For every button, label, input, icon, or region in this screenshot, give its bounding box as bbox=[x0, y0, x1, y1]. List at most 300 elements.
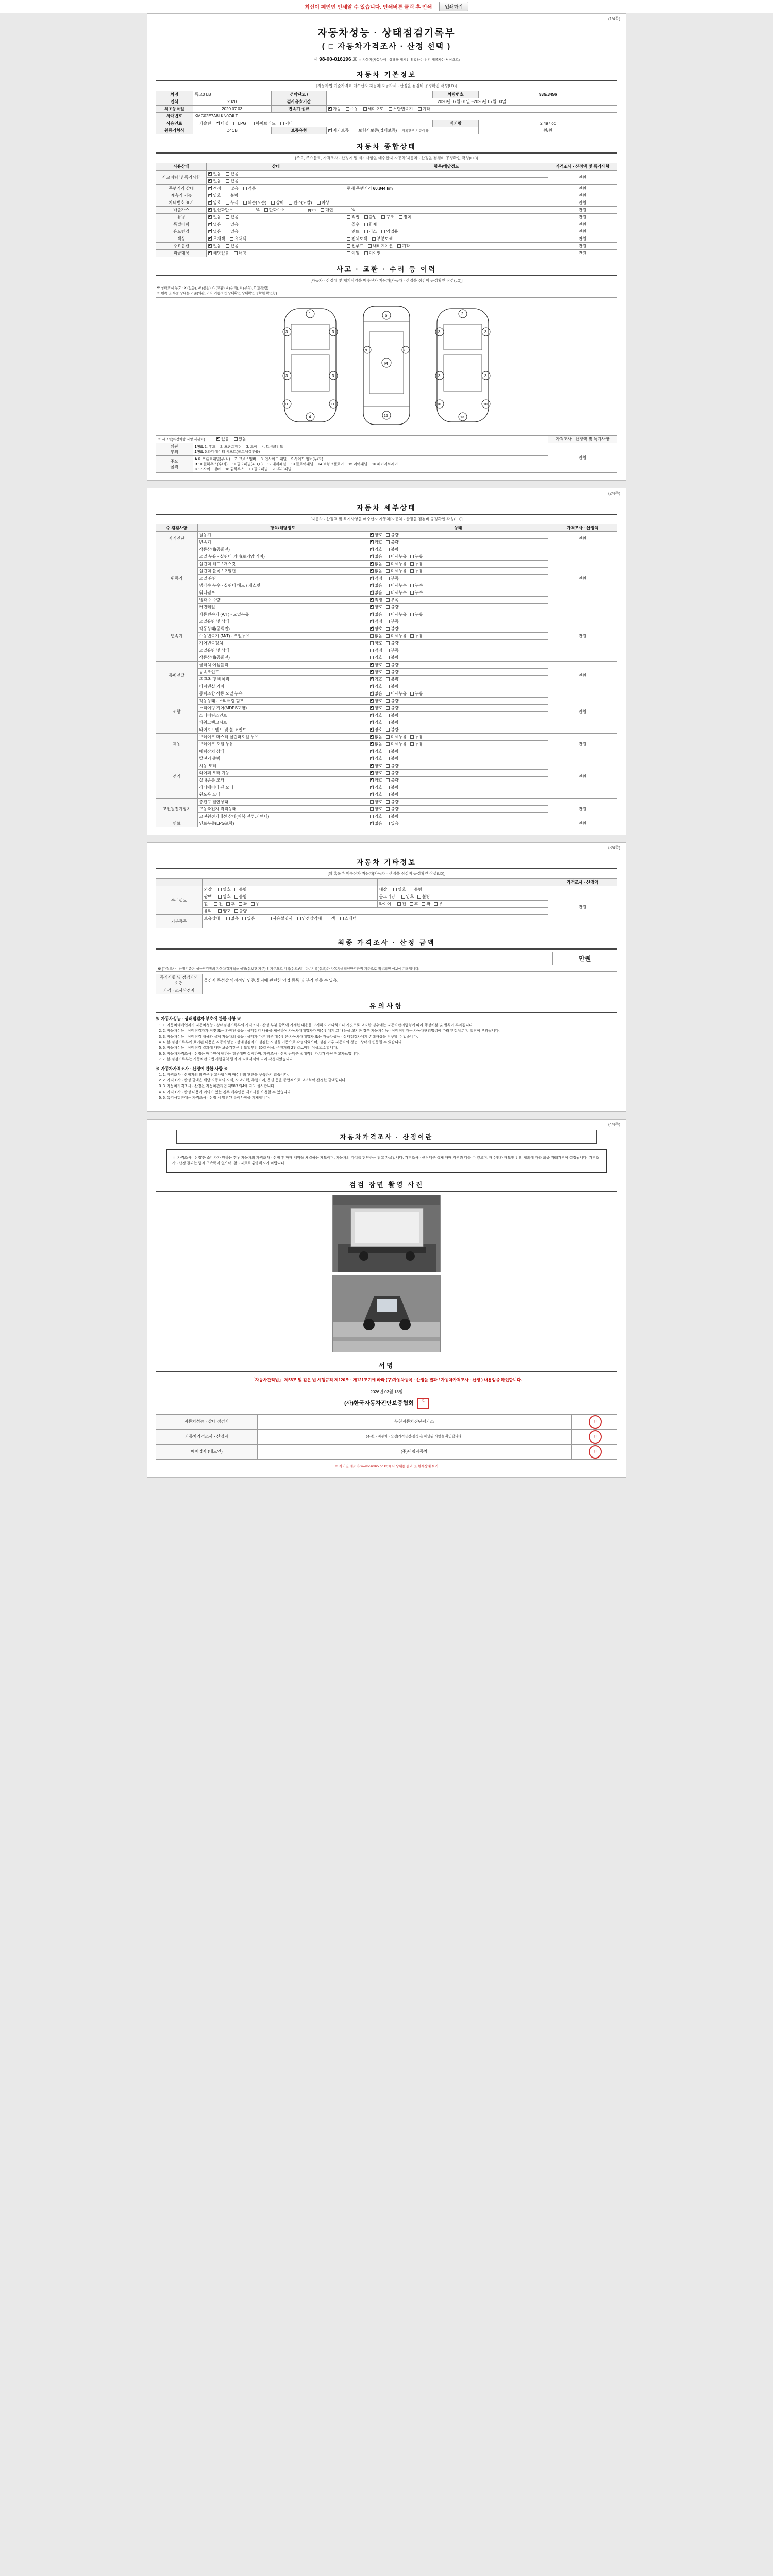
page-2-number: (2/4쪽) bbox=[608, 491, 620, 496]
notice-1-item-3: 3. 3. 자동차성능 · 상태점검 내용과 실제 자동차의 성능 · 상태가 다른 경우 매수인은 자동차매매업자 또는 자동차성능 · 상태점검자에게 손해배상을 청구할 수 있습니다. bbox=[163, 1035, 617, 1040]
checkbox-steerpump-good[interactable] bbox=[370, 699, 374, 703]
checkbox-alternator-good[interactable] bbox=[370, 757, 374, 760]
other-info-table bbox=[156, 878, 617, 928]
price-surveyor2-name: (주)한국자동차 · 산정(가격산정·검정)은 해당된 시행을 확인합니다. bbox=[257, 1430, 571, 1445]
drive-row-0-state: ✔ 양호 불량 bbox=[368, 662, 548, 669]
checkbox-mileage-proper[interactable] bbox=[208, 187, 212, 190]
checkbox-accident-none[interactable] bbox=[208, 172, 212, 176]
final-price-table bbox=[156, 952, 617, 972]
repair-polish-label: 광택 bbox=[204, 894, 212, 899]
svg-text:3: 3 bbox=[438, 330, 441, 334]
opt-fuel-gasoline: 가솔린 bbox=[199, 121, 211, 126]
svg-text:3: 3 bbox=[484, 330, 487, 334]
repair-tire: 타이어 전 후 좌 우 bbox=[377, 901, 548, 908]
signature-block bbox=[156, 1377, 617, 1469]
row-mileage-state: ✔ 적정 많음 적음 bbox=[207, 185, 345, 192]
checkbox-brakeoil-leak[interactable] bbox=[410, 742, 414, 746]
checkbox-trans-cvt[interactable] bbox=[389, 107, 392, 111]
checkbox-tire-r[interactable] bbox=[410, 902, 413, 906]
footer-note: ※ 자기진 제조기(www.car365.go.kr)에서 상태를 결과 및 현재상태 보기 bbox=[334, 1465, 439, 1469]
group-transmission-label: 변속기 bbox=[156, 611, 198, 662]
checkbox-emission-hc[interactable] bbox=[264, 208, 268, 212]
fuel-price: 만원 bbox=[548, 820, 617, 827]
checkbox-coolantqty-low[interactable] bbox=[386, 598, 390, 602]
checkbox-coolantqty-ok[interactable] bbox=[370, 598, 374, 602]
checkbox-usechange-biz[interactable] bbox=[381, 230, 385, 233]
frame-item-17: 17.사이드멤버 bbox=[198, 468, 221, 471]
group-basicitems-label: 기본품목 bbox=[156, 915, 203, 928]
checkbox-option-sunroof[interactable] bbox=[347, 244, 350, 248]
checkbox-clean-good[interactable] bbox=[401, 895, 405, 899]
checkbox-special-none[interactable] bbox=[208, 179, 212, 183]
checkbox-at-leak-micro[interactable] bbox=[386, 613, 390, 616]
checkbox-glass-bad[interactable] bbox=[234, 909, 238, 913]
svg-text:15: 15 bbox=[384, 414, 388, 418]
checkbox-starter-good[interactable] bbox=[370, 764, 374, 768]
checkbox-engine-oilqty-ok[interactable] bbox=[370, 577, 374, 580]
checkbox-mt-leak-leak[interactable] bbox=[410, 634, 414, 638]
photo-1 bbox=[332, 1195, 441, 1272]
checkbox-engine-idle-bad[interactable] bbox=[386, 548, 390, 551]
checkbox-tuning-yes[interactable] bbox=[226, 215, 229, 219]
checkbox-ext-good[interactable] bbox=[218, 888, 222, 891]
frame-item-18: 18.휠하우스 bbox=[225, 468, 244, 471]
checkbox-trans-auto[interactable] bbox=[328, 107, 332, 111]
checkbox-wheel-rt[interactable] bbox=[251, 902, 255, 906]
row-emission-state: ✔ 일산화탄소 % 탄화수소 ppm 매연 % bbox=[207, 207, 548, 214]
row-mileage-label: 주행거리 상태 bbox=[156, 185, 207, 192]
parts-price-col-header: 가격조사 · 산정액 및 특기사항 bbox=[548, 436, 617, 443]
checkbox-usechange-none[interactable] bbox=[208, 230, 212, 233]
hv-price: 만원 bbox=[548, 799, 617, 820]
checkbox-recall-notdone[interactable] bbox=[364, 251, 368, 255]
checkbox-windowmotor-bad[interactable] bbox=[386, 793, 390, 796]
steer-row-5-name: 타이로드엔드 및 볼 조인트 bbox=[197, 726, 368, 734]
checkbox-engine-rockercover-micro[interactable] bbox=[386, 555, 390, 558]
checkbox-option-nav[interactable] bbox=[368, 244, 372, 248]
opt-warranty-ins: 보험사보증(업체보증) bbox=[358, 128, 397, 133]
checkbox-vin-damage[interactable] bbox=[243, 201, 247, 205]
checkbox-brakemaster-micro[interactable] bbox=[386, 735, 390, 739]
checkbox-selfdiag-trans-good[interactable] bbox=[370, 540, 374, 544]
value-transmission bbox=[327, 106, 617, 113]
svg-text:9: 9 bbox=[404, 349, 406, 352]
inspector-stamp-cell bbox=[571, 1415, 617, 1430]
fuel-row-0-state: ✔ 없음 있음 bbox=[368, 820, 548, 827]
checkbox-brakemaster-leak[interactable] bbox=[410, 735, 414, 739]
checkbox-engine-block-leak[interactable] bbox=[410, 569, 414, 573]
notice-1-item-4: 4. 4. 본 점검기록부에 표기된 내용은 자동차성능 · 상태점검자가 점검한 시점을 기준으로 작성되었으며, 점검 이후 자동차의 성능 · 상태가 변동될 수 있습니다. bbox=[163, 1040, 617, 1045]
row-options-label: 주요옵션 bbox=[156, 243, 207, 250]
checkbox-psoil-leak[interactable] bbox=[410, 692, 414, 696]
hv-row-2-name: 고전원전기배선 상태(피복,전선,커넥터) bbox=[197, 813, 368, 820]
checkbox-clutch-good[interactable] bbox=[370, 663, 374, 667]
inspector-label: 자동차성능 · 상태 점검자 bbox=[156, 1415, 258, 1430]
checkbox-vin-corrosion[interactable] bbox=[226, 201, 229, 205]
checkbox-mt-oil-low[interactable] bbox=[386, 649, 390, 652]
checkbox-commonrail-good[interactable] bbox=[370, 605, 374, 609]
checkbox-tire-f[interactable] bbox=[397, 902, 401, 906]
brake-row-0-name: 브레이크 마스터 실린더오일 누유 bbox=[197, 734, 368, 741]
checkbox-diff-bad[interactable] bbox=[386, 685, 390, 688]
checkbox-hv-wiring-good[interactable] bbox=[370, 815, 374, 818]
checkbox-engine-head-micro[interactable] bbox=[386, 562, 390, 566]
checkbox-hv-battery-good[interactable] bbox=[370, 807, 374, 811]
checkbox-hv-charge-good[interactable] bbox=[370, 800, 374, 804]
checkbox-tuning-illegal[interactable] bbox=[364, 215, 368, 219]
checkbox-usechange-yes[interactable] bbox=[226, 230, 229, 233]
row-tuning-price: 만원 bbox=[548, 214, 617, 221]
car-side-left-diagram bbox=[272, 301, 349, 430]
checkbox-color-chromatic[interactable] bbox=[230, 237, 233, 241]
checkbox-basic-spanner[interactable] bbox=[340, 917, 344, 920]
value-warranty bbox=[327, 127, 479, 134]
checkbox-propshaft-bad[interactable] bbox=[386, 677, 390, 681]
checkbox-engine-oilqty-low[interactable] bbox=[386, 577, 390, 580]
row-vin-mark-label: 차대번호 표기 bbox=[156, 199, 207, 207]
row-gauge-state: ✔ 양호 불량 bbox=[207, 192, 345, 199]
checkbox-tire-rt[interactable] bbox=[434, 902, 438, 906]
checkbox-coolant-head-none[interactable] bbox=[370, 584, 374, 587]
checkbox-special-yes[interactable] bbox=[226, 179, 229, 183]
checkbox-mt-gear-good[interactable] bbox=[370, 641, 374, 645]
checkbox-booster-good[interactable] bbox=[370, 750, 374, 753]
checkbox-engine-idle-good[interactable] bbox=[370, 548, 374, 551]
checkbox-wheel-l[interactable] bbox=[239, 902, 242, 906]
notice-section-1-head: ※ 자동차성능 · 상태점검자 부호에 관한 사항 ※ bbox=[156, 1016, 241, 1021]
notice-1-item-2: 2. 2. 자동차성능 · 상태점검자가 거짓 또는 과장된 성능 · 상태점검 내용을 제공하여 자동차매매업자가 매수인에게 그 내용을 고지한 경우 자동차성능 · 상태점검자는 자동차관리법령에 따라 행정처분 및 벌칙이 부과됩니다. bbox=[163, 1029, 617, 1034]
label-main-frame: 주요 골격 bbox=[156, 456, 193, 473]
checkbox-mt-leak-micro[interactable] bbox=[386, 634, 390, 638]
page-2 bbox=[147, 488, 626, 835]
steer-row-1-state: ✔ 양호 불량 bbox=[368, 698, 548, 705]
row-tuning-label: 튜닝 bbox=[156, 214, 207, 221]
checkbox-accident-yes[interactable] bbox=[226, 172, 229, 176]
checkbox-option-etc[interactable] bbox=[397, 244, 401, 248]
checkbox-special-sheet-yes[interactable] bbox=[234, 437, 238, 441]
checkbox-vin-altered[interactable] bbox=[289, 201, 292, 205]
checkbox-color-full[interactable] bbox=[347, 237, 350, 241]
car-parts-table bbox=[156, 435, 617, 473]
checkbox-tuning-device[interactable] bbox=[399, 215, 402, 219]
checkbox-powercrank-good[interactable] bbox=[370, 721, 374, 724]
trans-row-0-name: 자동변속기 (A/T) - 오일누유 bbox=[197, 611, 368, 618]
row-color-label: 색상 bbox=[156, 235, 207, 243]
checkbox-emission-smoke[interactable] bbox=[321, 208, 324, 212]
checkbox-color-achromatic[interactable] bbox=[208, 237, 212, 241]
opt-trans-auto: 자동 bbox=[333, 107, 341, 111]
checkbox-selfdiag-engine-good[interactable] bbox=[370, 533, 374, 537]
checkbox-at-work-good[interactable] bbox=[370, 627, 374, 631]
checkbox-radiatorfan-bad[interactable] bbox=[386, 786, 390, 789]
checkbox-basic-manual[interactable] bbox=[268, 917, 272, 920]
checkbox-basic-triangle[interactable] bbox=[297, 917, 301, 920]
drive-row-2-name: 추진축 및 베어링 bbox=[197, 676, 368, 683]
section-overall-title: 자동차 종합상태 bbox=[156, 140, 617, 154]
checkbox-starter-bad[interactable] bbox=[386, 764, 390, 768]
frame-item-13: 13.플로어패널 bbox=[291, 463, 313, 466]
col-detail: 항목/해당정도 bbox=[345, 163, 548, 171]
checkbox-cvjoint-good[interactable] bbox=[370, 670, 374, 674]
checkbox-fuel-etc[interactable] bbox=[280, 122, 284, 125]
checkbox-blower-good[interactable] bbox=[370, 778, 374, 782]
checkbox-coolant-head-micro[interactable] bbox=[386, 584, 390, 587]
outer-item-3: 3. 도어 bbox=[246, 445, 258, 449]
checkbox-polish-good[interactable] bbox=[218, 895, 222, 899]
checkbox-history-flood[interactable] bbox=[347, 223, 350, 226]
checkbox-psoil-none[interactable] bbox=[370, 692, 374, 696]
checkbox-hv-charge-bad[interactable] bbox=[386, 800, 390, 804]
brake-row-2-state: ✔ 양호 불량 bbox=[368, 748, 548, 755]
checkbox-windowmotor-good[interactable] bbox=[370, 793, 374, 796]
checkbox-engine-block-none[interactable] bbox=[370, 569, 374, 573]
checkbox-mt-leak-none[interactable] bbox=[370, 634, 374, 638]
checkbox-steergear-good[interactable] bbox=[370, 706, 374, 710]
checkbox-fuelleak-none[interactable] bbox=[370, 822, 374, 825]
checkbox-int-bad[interactable] bbox=[410, 888, 413, 891]
checkbox-mt-oil-ok[interactable] bbox=[370, 649, 374, 652]
photo-2-image bbox=[333, 1276, 441, 1352]
row-recall-price: 만원 bbox=[548, 250, 617, 257]
notice-section-1-list bbox=[163, 1023, 617, 1063]
checkbox-at-leak-none[interactable] bbox=[370, 613, 374, 616]
value-displacement: 2,497 cc bbox=[479, 120, 617, 127]
outer-item-4: 4. 트렁크리드 bbox=[262, 445, 283, 449]
checkbox-mt-gear-bad[interactable] bbox=[386, 641, 390, 645]
checkbox-history-yes[interactable] bbox=[226, 223, 229, 226]
checkbox-radiatorfan-good[interactable] bbox=[370, 786, 374, 789]
checkbox-commonrail-bad[interactable] bbox=[386, 605, 390, 609]
checkbox-gauge-good[interactable] bbox=[208, 194, 212, 197]
notice-1-item-7: 7. 7. 본 점검기록부는 자동차관리법 시행규칙 별지 제82호서식에 따라 작성되었습니다. bbox=[163, 1057, 617, 1062]
checkbox-booster-bad[interactable] bbox=[386, 750, 390, 753]
checkbox-diff-good[interactable] bbox=[370, 685, 374, 688]
checkbox-brakemaster-none[interactable] bbox=[370, 735, 374, 739]
checkbox-glass-good[interactable] bbox=[218, 909, 222, 913]
engine-price: 만원 bbox=[548, 546, 617, 611]
notice-1-item-1: 1. 1. 자동차매매업자가 자동차성능 · 상태점검기록부의 가격조사 · 산정 부분 항목에 기재한 내용을 고지하지 아니하거나 거짓으로 고지한 경우에는 자동차관리법령에 따라 행정처분 및 벌칙이 부과됩니다. bbox=[163, 1023, 617, 1028]
section-detail-title: 자동차 세부상태 bbox=[156, 501, 617, 515]
checkbox-at-leak-leak[interactable] bbox=[410, 613, 414, 616]
signature-date: 2026년 03월 13일 bbox=[370, 1389, 403, 1394]
label-carname: 차명 bbox=[156, 91, 193, 98]
engine-row-5-state: ✔ 없음 미세누수 누수 bbox=[368, 582, 548, 589]
checkbox-steerjoint-bad[interactable] bbox=[386, 714, 390, 717]
col-inspect-state: 상태 bbox=[368, 524, 548, 532]
outer-panel-items bbox=[193, 443, 548, 456]
checkbox-waterpump-micro[interactable] bbox=[386, 591, 390, 595]
special-sheet-row bbox=[156, 436, 548, 443]
section-detail-note: [자동차 · 산정액 및 특기사양을 매수산자 자동차[자동차 · 산정을 점검비 공정확인 작성(LD)] bbox=[310, 517, 463, 521]
row-accident-history-label: 사고이력 및 특기사항 bbox=[156, 171, 207, 185]
checkbox-basic-none[interactable] bbox=[226, 917, 230, 920]
checkbox-fuelleak-yes[interactable] bbox=[386, 822, 390, 825]
checkbox-options-yes[interactable] bbox=[226, 244, 229, 248]
checkbox-gauge-bad[interactable] bbox=[226, 194, 229, 197]
elec-row-4-name: 라디에이터 팬 모터 bbox=[197, 784, 368, 791]
steer-row-4-name: 파워크랭크시트 bbox=[197, 719, 368, 726]
opt-fuel-lpg: LPG bbox=[238, 121, 246, 126]
checkbox-warranty-ins[interactable] bbox=[354, 129, 357, 132]
checkbox-hv-wiring-bad[interactable] bbox=[386, 815, 390, 818]
checkbox-engine-rockercover-none[interactable] bbox=[370, 555, 374, 558]
checkbox-wiper-good[interactable] bbox=[370, 771, 374, 775]
checkbox-tire-l[interactable] bbox=[422, 902, 425, 906]
checkbox-vin-diff[interactable] bbox=[271, 201, 275, 205]
checkbox-mt-work-bad[interactable] bbox=[386, 656, 390, 659]
car-side-right-diagram bbox=[424, 301, 501, 430]
checkbox-recall-done[interactable] bbox=[347, 251, 350, 255]
checkbox-fuel-gasoline[interactable] bbox=[195, 122, 198, 125]
checkbox-wheel-f[interactable] bbox=[214, 902, 217, 906]
checkbox-engine-block-micro[interactable] bbox=[386, 569, 390, 573]
overall-state-table bbox=[156, 163, 617, 257]
notice-2-item-2: 2. 2. 가격조사 · 산정 금액은 해당 자동차의 시세, 사고이력, 주행거리, 옵션 등을 종합적으로 고려하여 산정한 금액입니다. bbox=[163, 1078, 617, 1083]
value-carname: 특고0 LB bbox=[193, 91, 271, 98]
checkbox-polish-bad[interactable] bbox=[234, 895, 238, 899]
frame-item-9: 9.사이드 멤버(우/좌) bbox=[291, 457, 323, 461]
group-selfdiag-label: 자기진단 bbox=[156, 532, 198, 546]
checkbox-fuel-diesel[interactable] bbox=[216, 122, 220, 125]
checkbox-engine-head-none[interactable] bbox=[370, 562, 374, 566]
checkbox-fuel-hybrid[interactable] bbox=[251, 122, 255, 125]
notice-2-item-1: 1. 1. 가격조사 · 산정자의 의견은 참고사항이며 매수인의 판단을 구속하지 않습니다. bbox=[163, 1073, 617, 1078]
checkbox-at-oil-ok[interactable] bbox=[370, 620, 374, 623]
label-inspection-valid: 검사유효기간 bbox=[271, 98, 326, 106]
basicitems-extra bbox=[202, 922, 548, 928]
checkbox-psoil-micro[interactable] bbox=[386, 692, 390, 696]
checkbox-propshaft-good[interactable] bbox=[370, 677, 374, 681]
checkbox-trans-manual[interactable] bbox=[346, 107, 349, 111]
checkbox-special-sheet-none[interactable] bbox=[216, 437, 220, 441]
selfdiag-trans-name: 변속기 bbox=[197, 539, 368, 546]
checkbox-steerjoint-good[interactable] bbox=[370, 714, 374, 717]
checkbox-tierod-bad[interactable] bbox=[386, 728, 390, 732]
opt-trans-cvt: 무단변속기 bbox=[393, 107, 413, 111]
checkbox-history-none[interactable] bbox=[208, 223, 212, 226]
row-tuning-state: ✔ 없음 있음 bbox=[207, 214, 345, 221]
checkbox-vin-good[interactable] bbox=[208, 201, 212, 205]
checkbox-clean-bad[interactable] bbox=[417, 895, 421, 899]
checkbox-at-work-bad[interactable] bbox=[386, 627, 390, 631]
checkbox-engine-rockercover-leak[interactable] bbox=[410, 555, 414, 558]
value-vin: KMC02E7A8LKN074LT bbox=[193, 113, 617, 120]
checkbox-mileage-few[interactable] bbox=[243, 187, 247, 190]
checkbox-alternator-bad[interactable] bbox=[386, 757, 390, 760]
checkbox-clutch-bad[interactable] bbox=[386, 663, 390, 667]
repair-cleaning: 룸크리닝 양호 불량 bbox=[377, 893, 548, 901]
checkbox-blower-bad[interactable] bbox=[386, 778, 390, 782]
checkbox-mt-work-good[interactable] bbox=[370, 656, 374, 659]
checkbox-emission-co[interactable] bbox=[208, 208, 212, 212]
drive-row-2-state: ✔ 양호 불량 bbox=[368, 676, 548, 683]
checkbox-steerpump-bad[interactable] bbox=[386, 699, 390, 703]
col-inspect-price: 가격조사 · 산정액 bbox=[548, 524, 617, 532]
drive-row-1-name: 등속조인트 bbox=[197, 669, 368, 676]
warranty-note: 기록간부 기준이하 bbox=[401, 129, 429, 133]
opt-fuel-hybrid: 하이브리드 bbox=[255, 121, 276, 126]
checkbox-steergear-bad[interactable] bbox=[386, 706, 390, 710]
page-1-number: (1/4쪽) bbox=[608, 16, 620, 21]
label-transmission: 변속기 종류 bbox=[271, 106, 326, 113]
print-button[interactable]: 인쇄하기 bbox=[439, 2, 468, 11]
checkbox-int-good[interactable] bbox=[393, 888, 397, 891]
checkbox-fuel-lpg[interactable] bbox=[233, 122, 237, 125]
accident-bullet-2: ※ 왼쪽 및 부품 상태는 기준(외관, 기타 기종적인 상태확인 상태확인 정확한 확인함) bbox=[157, 292, 277, 295]
row-vin-mark-price: 만원 bbox=[548, 199, 617, 207]
checkbox-warranty-self[interactable] bbox=[328, 129, 332, 132]
checkbox-tuning-legal[interactable] bbox=[347, 215, 350, 219]
checkbox-basic-jack[interactable] bbox=[327, 917, 330, 920]
checkbox-options-none[interactable] bbox=[208, 244, 212, 248]
opt-trans-semi: 세미오토 bbox=[367, 107, 384, 111]
checkbox-history-fire[interactable] bbox=[364, 223, 368, 226]
special-sheet-opt-yes: 있음 bbox=[238, 437, 247, 442]
group-repair-label: 수리필요 bbox=[156, 886, 203, 915]
page-4 bbox=[147, 1119, 626, 1478]
checkbox-usechange-lease[interactable] bbox=[364, 230, 368, 233]
rank-b-label: B bbox=[194, 463, 197, 466]
steer-row-5-state: ✔ 양호 불량 bbox=[368, 726, 548, 734]
checkbox-mileage-many[interactable] bbox=[226, 187, 229, 190]
checkbox-usechange-rent[interactable] bbox=[347, 230, 350, 233]
opt-fuel-diesel: 디젤 bbox=[221, 121, 229, 126]
page-4-number: (4/4쪽) bbox=[608, 1122, 620, 1127]
label-outer-panel: 외판 부위 bbox=[156, 443, 193, 456]
frame-item-15: 15.리어패널 bbox=[348, 463, 367, 466]
checkbox-waterpump-none[interactable] bbox=[370, 591, 374, 595]
section-overall-note: [주요, 주요물로, 가격조사 · 산정에 및 제기사양을 매수산자 자동차[자동차 · 산정을 점검비 공정확인 작성(LD)] bbox=[295, 156, 478, 160]
engine-row-1-name: 오일 누유 - 실린더 커버(로커암 커버) bbox=[197, 553, 368, 561]
checkbox-waterpump-leak[interactable] bbox=[410, 591, 414, 595]
checkbox-selfdiag-trans-bad[interactable] bbox=[386, 540, 390, 544]
checkbox-wheel-r[interactable] bbox=[226, 902, 230, 906]
checkbox-tuning-structure[interactable] bbox=[381, 215, 385, 219]
checkbox-brakeoil-micro[interactable] bbox=[386, 742, 390, 746]
row-accident-history-state: ✔없음 있음 bbox=[207, 171, 345, 178]
repair-glass: 유리 양호 불량 bbox=[202, 908, 548, 915]
checkbox-trans-etc[interactable] bbox=[418, 107, 422, 111]
checkbox-brakeoil-none[interactable] bbox=[370, 742, 374, 746]
row-recall-label: 리콜대상 bbox=[156, 250, 207, 257]
checkbox-selfdiag-engine-bad[interactable] bbox=[386, 533, 390, 537]
checkbox-basic-yes[interactable] bbox=[242, 917, 246, 920]
checkbox-coolant-head-leak[interactable] bbox=[410, 584, 414, 587]
checkbox-hv-battery-bad[interactable] bbox=[386, 807, 390, 811]
checkbox-cvjoint-bad[interactable] bbox=[386, 670, 390, 674]
checkbox-vin-abnormal[interactable] bbox=[317, 201, 321, 205]
hv-row-2-state: 양호 불량 bbox=[368, 813, 548, 820]
checkbox-ext-bad[interactable] bbox=[234, 888, 238, 891]
checkbox-trans-semi[interactable] bbox=[363, 107, 367, 111]
checkbox-powercrank-bad[interactable] bbox=[386, 721, 390, 724]
checkbox-color-partial[interactable] bbox=[372, 237, 376, 241]
checkbox-tuning-none[interactable] bbox=[208, 215, 212, 219]
frame-item-8: 8. 인사이드 패널 bbox=[260, 457, 287, 461]
checkbox-recall-yes[interactable] bbox=[234, 251, 238, 255]
checkbox-at-oil-low[interactable] bbox=[386, 620, 390, 623]
opt-warranty-self: 자가보증 bbox=[333, 128, 349, 133]
checkbox-recall-na[interactable] bbox=[208, 251, 212, 255]
trans-row-5-name: 오일유량 및 상태 bbox=[197, 647, 368, 654]
steer-row-3-state: ✔ 양호 불량 bbox=[368, 712, 548, 719]
engine-row-7-name: 냉각수 수량 bbox=[197, 597, 368, 604]
checkbox-engine-head-leak[interactable] bbox=[410, 562, 414, 566]
checkbox-tierod-good[interactable] bbox=[370, 728, 374, 732]
row-color-detail: 전체도색 부분도색 bbox=[345, 235, 548, 243]
final-price-note: ※ [가격조사 · 산정기준은 성능점검장의 자동차검가격을 상황(심보건 기준)에 기준으로 기록(심보)입니다 / 기록(심보)한 자동차별적인안검금점 기준으로 적용되면 심보에 기록입니다. bbox=[156, 965, 617, 972]
checkbox-wiper-bad[interactable] bbox=[386, 771, 390, 775]
